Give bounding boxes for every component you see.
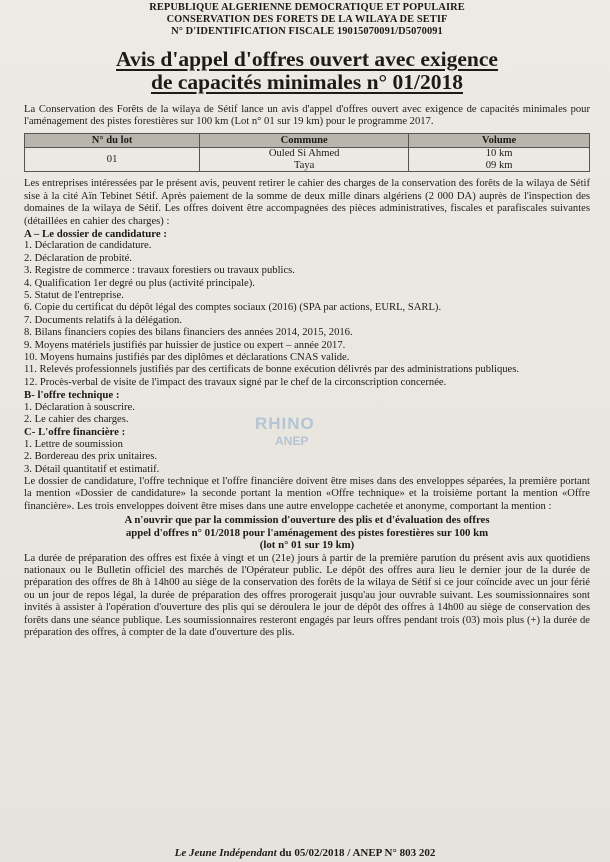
list-item: 6. Copie du certificat du dépôt légal des comptes sociaux (2016) (SPA par actions, EURL, SARL).: [24, 302, 442, 314]
section-a-title: A – Le dossier de candidature :: [24, 227, 167, 240]
lot-number: 01: [25, 148, 200, 172]
commune-1: Ouled Si Ahmed: [268, 148, 340, 160]
volume-1: 10 km: [485, 148, 513, 160]
publication-ref: du 05/02/2018 / ANEP N° 803 202: [279, 847, 436, 859]
list-item: 3. Détail quantitatif et estimatif.: [24, 463, 160, 475]
list-item: 1. Déclaration de candidature.: [24, 240, 152, 252]
paragraph-deadlines: La durée de préparation des offres est fixée à vingt et un (21e) jours à partir de la première parution du présent avis aux quotidiens nationaux ou le Bulletin officiel des marchés de l'Opérateur public. Le dépôt des offres aura lieu le dernier jour de la durée de préparation des offres de 8h à 14h00 au siège de la conservation des forêts de la wilaya de Sétif si ce jour coïncide avec un jour férié ou un jour de repos légal, la durée de préparation des offres prorogerait jusqu'au jour ouvrable suivant. Les soumissionnaires sont invités à assister à l'opération d'ouverture des plis qui se déroulera le jour de dépôt des offres à 14h00 au siège de conservation des forêts dans une séance publique. Les soumissionnaires resteront engagés par leurs offres pendant trois (03) mois plus (+) la durée de préparation des offres, à compter de la date d'ouverture des plis.: [24, 552, 590, 638]
volume-2: 09 km: [485, 159, 513, 171]
lots-table: [24, 133, 590, 173]
paragraph-conditions: Les entreprises intéressées par le présent avis, peuvent retirer le cahier des charges de la conservation des forêts de la wilaya de Sétif sise à la cité Aïn Tebinet Sétif. Après paiement de la somme de deux mille dinars algériens (2 000 DA) auprès de l'inspection des domaines de la wilaya de Sétif. Les offres doivent être accompagnées des pièces administratives, fiscales et parafiscales suivantes (détaillées en cahier des charges) :: [24, 178, 590, 227]
header: [24, 2, 590, 38]
paragraph-envelopes: Le dossier de candidature, l'offre technique et l'offre financière doivent être mises dans des enveloppes séparées, la première portant la mention «Dossier de candidature» la seconde portant la mention «Offre technique» et la troisième portant la mention «Offre financière». Les trois enveloppes doivent être mises dans une autre enveloppe cachetée et anonyme, comportant la mention :: [24, 476, 590, 512]
header-commune: Commune: [200, 133, 409, 148]
commune-2: Taya: [293, 159, 315, 171]
section-b-title: B- l'offre technique :: [24, 389, 120, 402]
mention-line-1: A n'ouvrir que par la commission d'ouverture des plis et d'évaluation des offres: [124, 514, 490, 527]
list-item: 8. Bilans financiers copies des bilans financiers des années 2014, 2015, 2016.: [24, 327, 353, 339]
list-item: 1. Lettre de soumission: [24, 438, 123, 450]
list-item: 12. Procès-verbal de visite de l'impact des travaux signé par le chef de la circonscription concernée.: [24, 376, 447, 388]
title-line-2: de capacités minimales n° 01/2018: [151, 70, 463, 94]
section-b-list: [24, 402, 590, 427]
list-item: 1. Déclaration à souscrire.: [24, 401, 135, 413]
mention-line-3: (lot n° 01 sur 19 km): [259, 539, 355, 552]
watermark-sub: ANEP: [275, 434, 309, 448]
header-volume: Volume: [409, 133, 590, 148]
list-item: 7. Documents relatifs à la délégation.: [24, 314, 182, 326]
volume-cell: [409, 148, 590, 172]
header-line-2: CONSERVATION DES FORETS DE LA WILAYA DE SETIF: [166, 14, 448, 25]
header-line-3: N° D'IDENTIFICATION FISCALE 19015070091/D5070091: [171, 26, 443, 37]
commune-cell: [200, 148, 409, 172]
intro-paragraph: La Conservation des Forêts de la wilaya de Sétif lance un avis d'appel d'offres ouvert avec exigence de capacités minimales pour l'aménagement des pistes forestières sur 100 km (Lot n° 01 sur 19 km) pour le programme 2017.: [24, 104, 590, 128]
list-item: 2. Le cahier des charges.: [24, 414, 129, 426]
title-line-1: Avis d'appel d'offres ouvert avec exigence: [116, 47, 498, 71]
watermark-text: RHINO: [255, 414, 315, 433]
list-item: 11. Relevés professionnels justifiés par des certificats de bonne exécution délivrés par des administrations publiques.: [24, 364, 520, 376]
header-lot: N° du lot: [25, 133, 200, 148]
table-header-row: [25, 133, 590, 148]
list-item: 10. Moyens humains justifiés par des diplômes et déclarations CNAS valide.: [24, 352, 350, 363]
envelope-mention: [24, 514, 590, 551]
list-item: 3. Registre de commerce : travaux forestiers ou travaux publics.: [24, 265, 295, 277]
notice-title: [24, 48, 590, 94]
section-c-list: [24, 439, 590, 476]
list-item: 2. Déclaration de probité.: [24, 252, 132, 264]
table-row: [25, 148, 590, 172]
publication-footer: [0, 847, 610, 859]
list-item: 4. Qualification 1er degré ou plus (activité principale).: [24, 277, 255, 289]
list-item: 5. Statut de l'entreprise.: [24, 289, 124, 301]
list-item: 2. Bordereau des prix unitaires.: [24, 451, 157, 463]
section-a-list: [24, 240, 590, 389]
list-item: 9. Moyens matériels justifiés par huissier de justice ou expert – année 2017.: [24, 339, 346, 351]
mention-line-2: appel d'offres n° 01/2018 pour l'aménagement des pistes forestières sur 100 km: [125, 526, 489, 539]
newspaper-name: Le Jeune Indépendant: [174, 847, 277, 859]
header-line-1: REPUBLIQUE ALGERIENNE DEMOCRATIQUE ET POPULAIRE: [149, 2, 465, 13]
section-c-title: C- L'offre financière :: [24, 426, 126, 439]
